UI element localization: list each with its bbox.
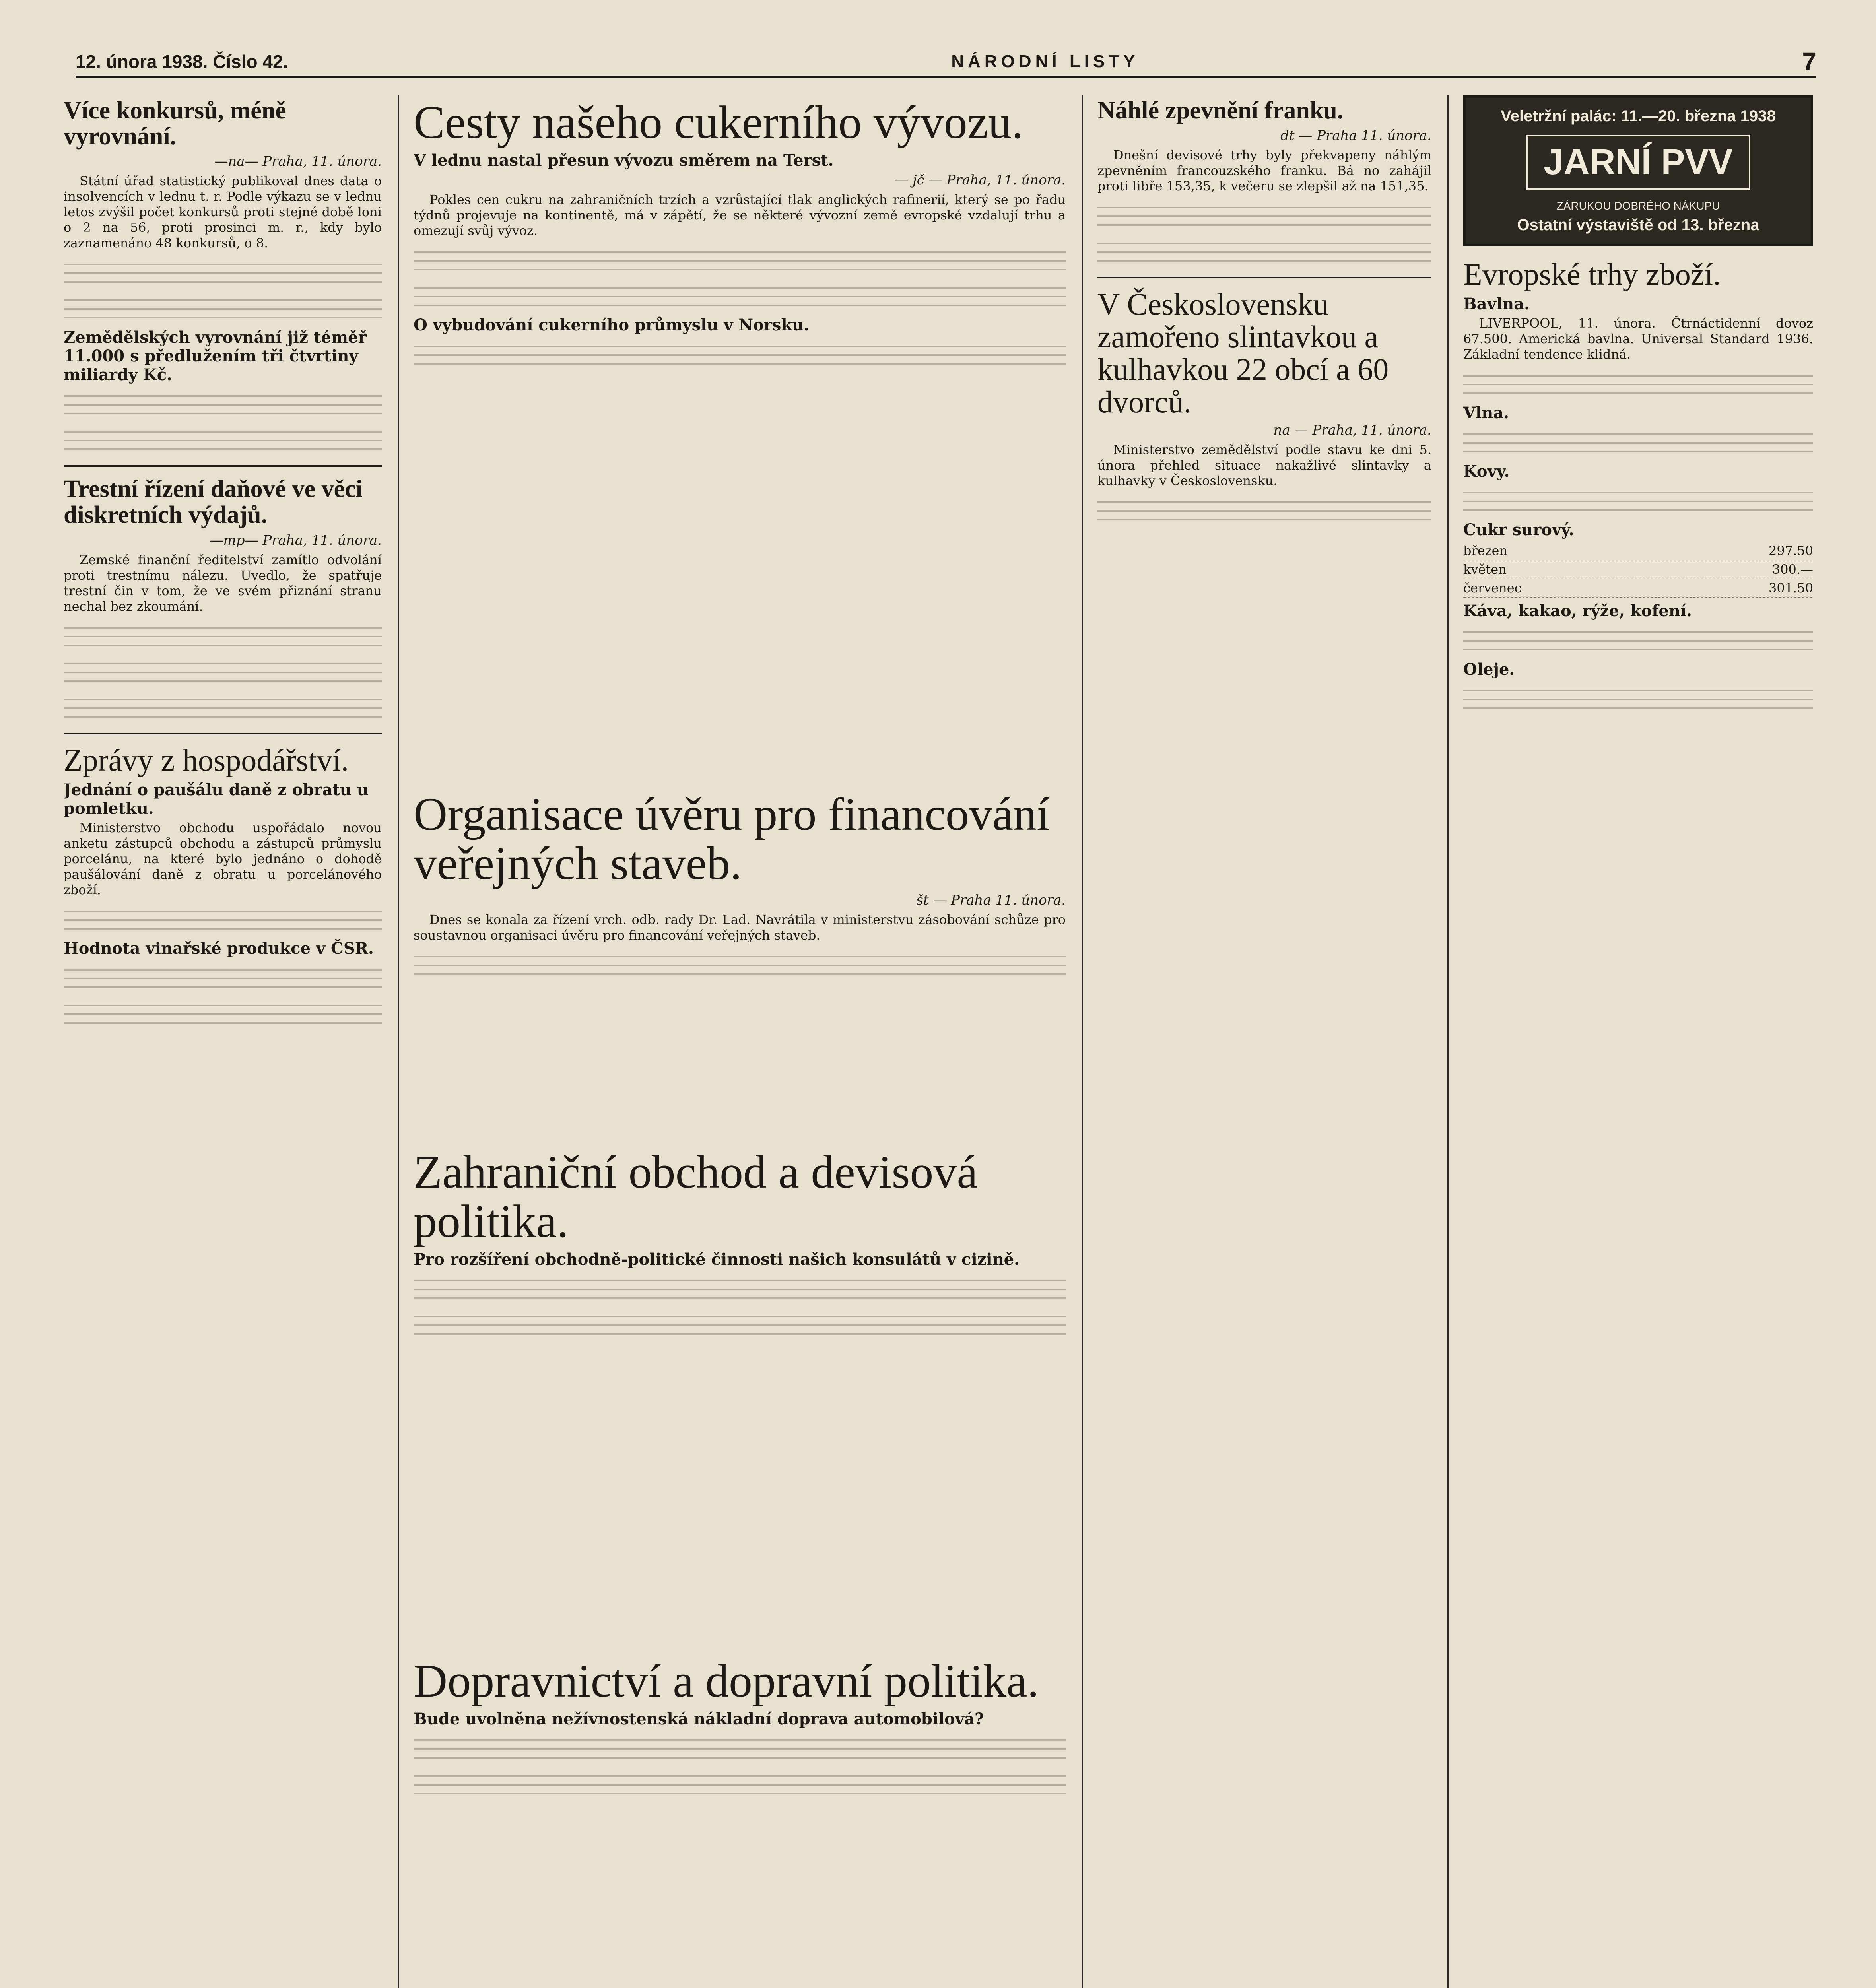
article-title: Dopravnictví a dopravní politika.	[414, 1655, 1039, 1707]
commodity-heading: Kovy.	[1463, 462, 1510, 481]
ad-footer: Ostatní výstaviště od 13. března	[1517, 216, 1759, 234]
article-block	[414, 787, 1066, 1145]
page-number: 7	[1802, 47, 1816, 76]
article-subheading: Pro rozšíření obchodně-politické činnosti našich konsulátů v cizině.	[414, 1250, 1020, 1269]
article-subheading: Jednání o paušálu daně z obratu u pomletku.	[64, 780, 369, 818]
byline: —na— Praha, 11. února.	[214, 153, 382, 170]
price-row: květen 300.—	[1463, 560, 1813, 579]
text-block	[1463, 426, 1813, 458]
text-block	[64, 620, 382, 652]
price-row: červenec 301.50	[1463, 579, 1813, 598]
commodity-heading: Vlna.	[1463, 403, 1509, 422]
text-block	[64, 256, 382, 288]
article-block	[414, 1654, 1066, 1988]
article-subheading: Zemědělských vyrovnání již téměř 11.000 s předlužením tři čtvrtiny miliardy Kč.	[64, 328, 367, 384]
column-4	[1463, 95, 1813, 1988]
text-block	[1097, 235, 1431, 267]
ad-tagline: ZÁRUKOU DOBRÉHO NÁKUPU	[1556, 200, 1720, 212]
article-title: Zahraniční obchod a devisová politika.	[414, 1146, 978, 1247]
text-block	[414, 949, 1066, 980]
column-3	[1097, 95, 1431, 1988]
text-block	[414, 280, 1066, 312]
article-text: Ministerstvo zemědělství podle stavu ke dni 5. února přehled situace nakažlivé slintavky a kulhavky v Československu.	[1097, 442, 1431, 488]
column-rule	[1082, 95, 1083, 1988]
text-block	[1097, 494, 1431, 526]
article-text: LIVERPOOL, 11. února. Čtrnáctidenní dovoz 67.500. Americká bavlna. Universal Standard 1936. Základní tendence klidná.	[1463, 315, 1813, 362]
newspaper-title: NÁRODNÍ LISTY	[951, 52, 1139, 71]
text-block	[414, 338, 1066, 370]
text-block	[414, 1768, 1066, 1800]
masthead	[76, 48, 1816, 78]
text-block	[1463, 624, 1813, 656]
article-subheading: O vybudování cukerního průmyslu v Norsku.	[414, 315, 810, 334]
text-block	[64, 424, 382, 456]
ad-brand: JARNÍ PVV	[1526, 135, 1750, 190]
commodity-heading: Cukr surový.	[1463, 520, 1574, 539]
byline: št — Praha 11. února.	[916, 892, 1066, 908]
byline: dt — Praha 11. února.	[1280, 128, 1431, 144]
commodity-heading: Bavlna.	[1463, 294, 1530, 313]
column-2	[414, 95, 1066, 771]
text-block	[64, 962, 382, 994]
byline: na — Praha, 11. února.	[1273, 422, 1431, 438]
text-block	[64, 998, 382, 1029]
text-block	[1463, 368, 1813, 400]
article-title: Více konkursů, méně vyrovnání.	[64, 97, 286, 150]
text-block	[1463, 485, 1813, 516]
article-title: Náhlé zpevnění franku.	[1097, 97, 1344, 124]
divider	[64, 733, 382, 734]
commodity-heading: Oleje.	[1463, 660, 1515, 679]
text-block	[64, 903, 382, 935]
column-rule	[398, 95, 399, 1988]
byline: — jč — Praha, 11. února.	[895, 172, 1066, 188]
divider	[64, 465, 382, 467]
advertisement	[1463, 95, 1813, 246]
text-block	[414, 1273, 1066, 1305]
commodity-heading: Káva, kakao, rýže, kofení.	[1463, 601, 1692, 620]
article-text: Pokles cen cukru na zahraničních trzích a vzrůstající tlak anglických rafinerií, který se po řadu týdnů projevuje na kontinentě, má v zápětí, že se některé vývozní země evropské vzdalují trhu a omezují svůj vývoz.	[414, 192, 1066, 238]
article-subheading: Bude uvolněna nežívnostenská nákladní doprava automobilová?	[414, 1709, 984, 1728]
text-block	[64, 292, 382, 324]
article-lead: V lednu nastal přesun vývozu směrem na Terst.	[414, 151, 834, 170]
article-title: Organisace úvěru pro financování veřejných staveb.	[414, 788, 1050, 889]
issue-date: 12. února 1938. Číslo 42.	[76, 51, 288, 72]
text-block	[64, 691, 382, 723]
text-block	[414, 1309, 1066, 1340]
byline: —mp— Praha, 11. února.	[210, 532, 382, 548]
text-block	[64, 388, 382, 420]
article-subheading: Hodnota vinařské produkce v ČSR.	[64, 939, 374, 958]
price-list	[1463, 542, 1813, 598]
article-text: Ministerstvo obchodu uspořádalo novou anketu zástupců obchodu a zástupců průmyslu porcelánu, na které bylo jednáno o dohodě paušálování daně z obratu u porcelánového zboží.	[64, 820, 382, 897]
article-text: Dnes se konala za řízení vrch. odb. rady Dr. Lad. Navrátila v ministerstvu zásobování schůze pro soustavnou organisaci úvěru pro financování veřejných staveb.	[414, 912, 1066, 943]
article-title: Trestní řízení daňové ve věci diskretních výdajů.	[64, 476, 363, 529]
section-title: Evropské trhy zboží.	[1463, 257, 1721, 291]
article-text: Zemské finanční ředitelství zamítlo odvolání proti trestnímu nálezu. Uvedlo, že spatřuje trestní čin v tom, že ve svém přiznání stranu nechal bez zkoumání.	[64, 552, 382, 614]
text-block	[64, 656, 382, 687]
article-title: V Československu zamořeno slintavkou a kulhavkou 22 obcí a 60 dvorců.	[1097, 287, 1389, 419]
ad-dates: Veletržní palác: 11.—20. března 1938	[1501, 107, 1776, 125]
text-block	[414, 244, 1066, 276]
column-rule	[1447, 95, 1449, 1988]
text-block	[1463, 683, 1813, 714]
column-1	[64, 95, 382, 1988]
text-block	[1097, 200, 1431, 231]
divider	[1097, 277, 1431, 278]
article-title: Cesty našeho cukerního vývozu.	[414, 96, 1023, 148]
section-title: Zprávy z hospodářství.	[64, 742, 349, 777]
price-row: březen 297.50	[1463, 542, 1813, 560]
article-text: Státní úřad statistický publikoval dnes data o insolvencích v lednu t. r. Podle výkazu se v lednu letos zvýšil počet konkursů proti stejné době loni o 2 na 56, proti prosinci m. r., kdy bylo zaznamenáno 48 konkursů, o 8.	[64, 173, 382, 251]
text-block	[414, 1732, 1066, 1764]
article-text: Dnešní devisové trhy byly překvapeny náhlým zpevněním francouzského franku. Bá no zahájil proti libře 153,35, k večeru se zlepšil až na 151,35.	[1097, 148, 1431, 194]
article-block	[414, 1145, 1066, 1638]
